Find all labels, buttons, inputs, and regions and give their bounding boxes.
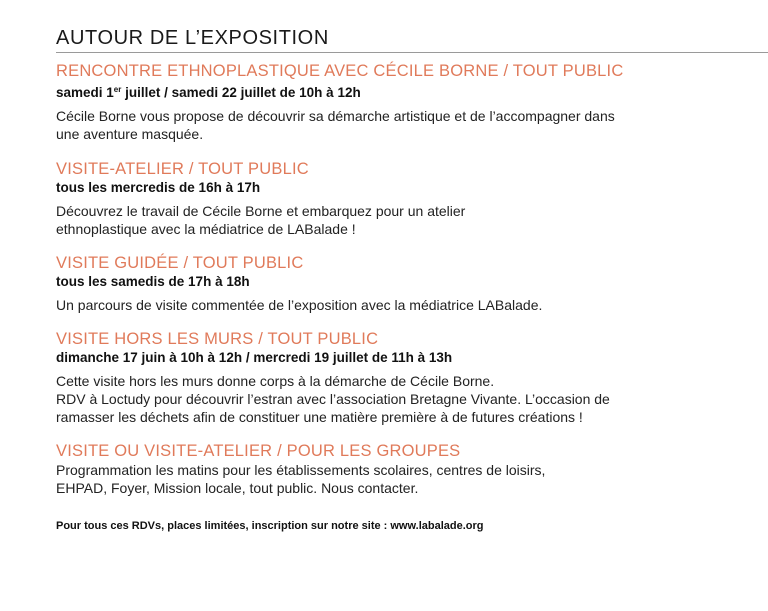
event-description-line: une aventure masquée. [56,126,204,142]
event-schedule-superscript: er [113,85,122,94]
event-description-line: ethnoplastique avec la médiatrice de LABalade ! [56,221,356,237]
event-title: VISITE HORS LES MURS / TOUT PUBLIC [56,330,379,348]
event-schedule: dimanche 17 juin à 10h à 12h / mercredi 19 juillet de 11h à 13h [56,350,453,365]
event-schedule: tous les samedis de 17h à 18h [56,274,250,289]
event-title: VISITE GUIDÉE / TOUT PUBLIC [56,254,304,272]
event-description [56,107,756,143]
event-group-visit [56,441,768,497]
event-schedule [56,81,768,102]
event-description-line: Cécile Borne vous propose de découvrir sa démarche artistique et de l’accompagner dans [56,108,615,124]
event-description [56,372,756,426]
event-description-line: RDV à Loctudy pour découvrir l’estran avec l’association Bretagne Vivante. L’occasion de [56,391,610,407]
section-title: AUTOUR DE L’EXPOSITION [56,27,329,49]
event-description [56,202,756,238]
event-description-line: Découvrez le travail de Cécile Borne et embarquez pour un atelier [56,203,466,219]
event-description-line: Cette visite hors les murs donne corps à la démarche de Cécile Borne. [56,373,495,389]
event-description-line: Programmation les matins pour les établissements scolaires, centres de loisirs, [56,462,546,478]
event-description-line: EHPAD, Foyer, Mission locale, tout public. Nous contacter. [56,480,419,496]
event-guided-tour [56,253,768,314]
section-divider [56,52,768,53]
event-description-line: ramasser les déchets afin de constituer une matière première à de futures créations ! [56,409,583,425]
event-schedule-part1: samedi 1 [56,85,114,100]
event-schedule: tous les mercredis de 16h à 17h [56,180,261,195]
event-description-line: Un parcours de visite commentée de l’exposition avec la médiatrice LABalade. [56,297,543,313]
event-ethnoplastic-meeting [56,61,768,143]
event-outdoor-visit [56,329,768,426]
event-description [56,461,756,497]
event-description [56,296,756,314]
event-workshop-visit [56,159,768,238]
event-title: RENCONTRE ETHNOPLASTIQUE AVEC CÉCILE BORNE / TOUT PUBLIC [56,62,624,80]
event-schedule-part2: juillet / samedi 22 juillet de 10h à 12h [121,85,361,100]
registration-note: Pour tous ces RDVs, places limitées, inscription sur notre site : www.labalade.org [56,520,484,532]
document-page [56,26,768,533]
event-title: VISITE-ATELIER / TOUT PUBLIC [56,160,309,178]
event-title: VISITE OU VISITE-ATELIER / POUR LES GROUPES [56,442,461,460]
